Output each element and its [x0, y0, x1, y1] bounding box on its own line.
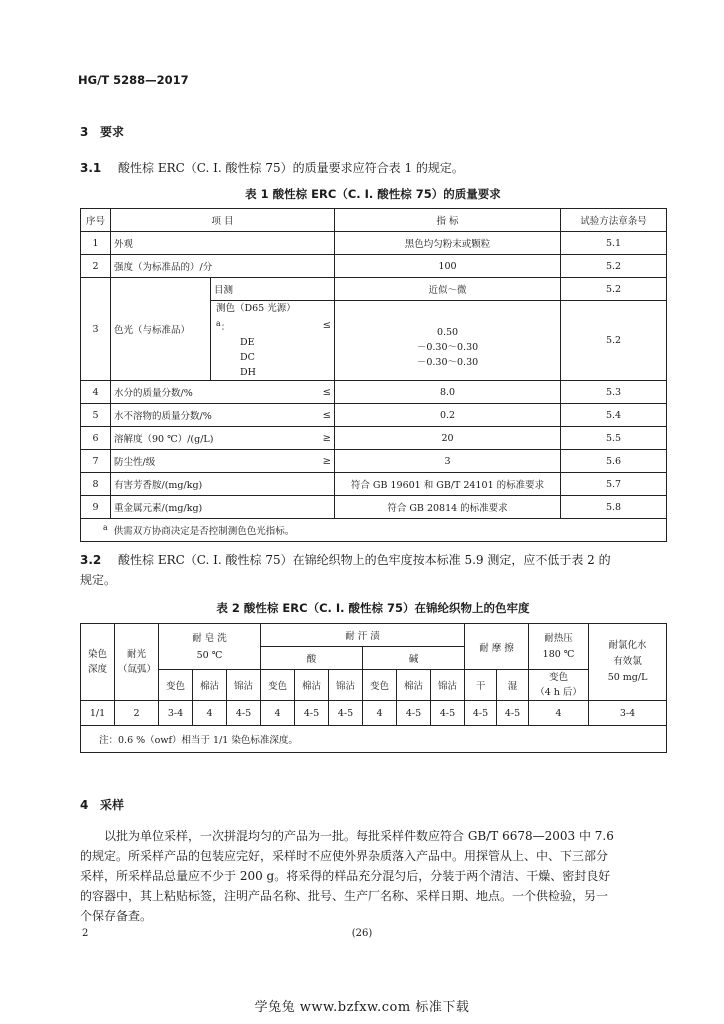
row-item: 外观	[111, 232, 335, 255]
header-text: 深度	[87, 664, 107, 675]
row-value: 3	[335, 450, 561, 473]
shade-dh-value: －0.30～0.30	[416, 356, 479, 368]
section-4-heading	[80, 796, 124, 813]
paragraph-line: 的容器中，其上粘贴标签，注明产品名称、批号、生产厂名称、采样日期、地点。一个供检验，另一	[80, 889, 609, 903]
shade-measured-method: 5.2	[561, 301, 667, 381]
paragraph-line: 采样，所采样品总量应不少于 200 g。将采得的样品充分混匀后，分装于两个清洁、干燥、密封良好	[80, 869, 611, 883]
table-2-header-soap	[159, 624, 261, 670]
cell-value: 3-4	[589, 701, 667, 726]
cell-value: 4-5	[295, 701, 329, 726]
ge-symbol: ≥	[311, 427, 335, 450]
cell-value: 4-5	[227, 701, 261, 726]
row-value: 符合 GB 19601 和 GB/T 24101 的标准要求	[335, 473, 561, 496]
row-item: 水分的质量分数/%	[111, 381, 311, 404]
row-method: 5.2	[561, 255, 667, 278]
row-method: 5.8	[561, 496, 667, 519]
row-item: 防尘性/级	[111, 450, 311, 473]
table-row	[81, 232, 667, 255]
header-text: 有效氯	[613, 656, 642, 667]
section-3-number: 3	[80, 125, 89, 139]
cell-value: 4	[363, 701, 397, 726]
sub-header: 湿	[497, 670, 529, 701]
table-row-shade-visual	[81, 278, 667, 301]
footnote-text: 供需双方协商决定是否控制测色色光指标。	[113, 526, 295, 538]
row-method: 5.1	[561, 232, 667, 255]
table-row	[81, 473, 667, 496]
le-symbol: ≤	[322, 320, 332, 331]
header-text: 染色	[87, 649, 107, 660]
table-1-footnote	[81, 519, 667, 542]
clause-3-2-line2: 规定。	[80, 573, 117, 587]
standard-code: HG/T 5288—2017	[78, 73, 189, 87]
row-item: 重金属元素/(mg/kg)	[111, 496, 335, 519]
row-item: 色光（与标准品）	[111, 278, 211, 381]
shade-dc: DC	[240, 352, 255, 364]
row-no: 1	[81, 232, 111, 255]
cell-value: 4-5	[431, 701, 465, 726]
shade-measured-items: 测色（D65 光源）$^a$： DE DC DH	[211, 301, 311, 381]
sub-header: 变色	[261, 670, 295, 701]
clause-3-2-line1: 酸性棕 ERC（C. I. 酸性棕 75）在锦纶织物上的色牢度按本标准 5.9 测定，应不低于表 2 的	[118, 553, 611, 567]
clause-3-1-number: 3.1	[80, 161, 102, 175]
cell-value: 4-5	[497, 701, 529, 726]
row-no: 3	[81, 278, 111, 381]
section-4-body	[80, 826, 670, 926]
row-no: 6	[81, 427, 111, 450]
sub-header: 棉沾	[193, 670, 227, 701]
table-2-header-sweat: 耐 汗 渍	[261, 624, 465, 647]
table-2-caption: 表 2 酸性棕 ERC（C. I. 酸性棕 75）在锦纶织物上的色牢度	[216, 601, 530, 615]
row-item: 水不溶物的质量分数/%	[111, 404, 311, 427]
page-number: 2	[82, 928, 89, 939]
section-3-title: 要求	[100, 125, 125, 139]
table-2-header-acid: 酸	[261, 647, 363, 670]
table-2-note-row	[81, 726, 667, 753]
sub-header: 干	[465, 670, 497, 701]
table-2-header-depth	[81, 624, 115, 701]
sub-header: 锦沾	[431, 670, 465, 701]
row-no: 4	[81, 381, 111, 404]
table-row	[81, 701, 667, 726]
row-no: 8	[81, 473, 111, 496]
footnote-mark: a	[103, 523, 108, 533]
le-symbol: ≤	[311, 381, 335, 404]
row-value: 符合 GB 20814 的标准要求	[335, 496, 561, 519]
header-text: 耐 皂 洗	[192, 632, 227, 644]
row-item: 有害芳香胺/(mg/kg)	[111, 473, 335, 496]
row-no: 5	[81, 404, 111, 427]
row-item: 溶解度（90 ℃）/(g/L)	[111, 427, 311, 450]
clause-3-2	[80, 550, 670, 590]
header-text: 耐热压	[544, 632, 573, 644]
cell-value: 2	[115, 701, 159, 726]
row-value: 8.0	[335, 381, 561, 404]
row-value: 黑色均匀粉末或颗粒	[335, 232, 561, 255]
ge-symbol: ≥	[311, 450, 335, 473]
clause-3-1-text: 酸性棕 ERC（C. I. 酸性棕 75）的质量要求应符合表 1 的规定。	[118, 161, 464, 175]
section-4-number: 4	[80, 798, 89, 812]
table-2-header-row-1	[81, 624, 667, 647]
header-text: 50 mg/L	[607, 672, 648, 683]
table-1-footnote-row	[81, 519, 667, 542]
shade-dc-value: －0.30～0.30	[416, 341, 479, 353]
sub-header: 锦沾	[329, 670, 363, 701]
sub-header: 棉沾	[397, 670, 431, 701]
row-item: 强度（为标准品的）/分	[111, 255, 335, 278]
row-method: 5.3	[561, 381, 667, 404]
row-method: 5.7	[561, 473, 667, 496]
row-method: 5.6	[561, 450, 667, 473]
shade-measured-values	[335, 301, 561, 381]
table-row	[81, 427, 667, 450]
header-text: 变色	[549, 672, 569, 683]
section-3-heading	[80, 123, 124, 140]
footnote-mark: a	[216, 319, 221, 328]
header-text: 180 ℃	[542, 648, 575, 660]
shade-measured-label: 测色（D65 光源）	[216, 303, 296, 314]
watermark: 学兔兔 www.bzfxw.com 标准下载	[254, 1000, 470, 1015]
sub-header: 变色	[159, 670, 193, 701]
table-2-header-press	[529, 624, 589, 670]
table-row	[81, 404, 667, 427]
clause-3-1	[80, 158, 670, 178]
le-symbol: ≤	[311, 404, 335, 427]
table-row	[81, 450, 667, 473]
cell-value: 1/1	[81, 701, 115, 726]
row-no: 9	[81, 496, 111, 519]
table-1-header-no: 序号	[81, 209, 111, 232]
table-2-header-rub: 耐 摩 擦	[465, 624, 529, 670]
shade-dh: DH	[240, 367, 256, 379]
table-1-header-item: 项 目	[111, 209, 335, 232]
table-row	[81, 255, 667, 278]
cell-value: 4	[529, 701, 589, 726]
row-no: 7	[81, 450, 111, 473]
table-1	[80, 208, 667, 542]
cell-value: 4-5	[329, 701, 363, 726]
table-1-caption: 表 1 酸性棕 ERC（C. I. 酸性棕 75）的质量要求	[245, 187, 501, 201]
table-1-header-row	[81, 209, 667, 232]
page-number-center: (26)	[351, 928, 373, 939]
clause-3-2-number: 3.2	[80, 553, 102, 567]
header-text: 50 ℃	[196, 649, 223, 661]
shade-visual-value: 近似～微	[335, 278, 561, 301]
table-row	[81, 381, 667, 404]
cell-value: 4-5	[397, 701, 431, 726]
table-row	[81, 496, 667, 519]
sub-header: 棉沾	[295, 670, 329, 701]
row-method: 5.4	[561, 404, 667, 427]
sub-header-press	[529, 670, 589, 701]
paragraph-line: 以批为单位采样，一次拼混均匀的产品为一批。每批采样件数应符合 GB/T 6678—2003 中 7.6	[104, 829, 614, 843]
table-2-header-chlorine	[589, 624, 667, 701]
row-no: 2	[81, 255, 111, 278]
table-1-header-method: 试验方法章条号	[561, 209, 667, 232]
shade-de: DE	[240, 337, 255, 349]
paragraph-line: 个保存备查。	[80, 909, 153, 923]
cell-value: 3-4	[159, 701, 193, 726]
header-text: （4 h 后）	[535, 687, 582, 698]
cell-value: 4	[193, 701, 227, 726]
cell-value: 4	[261, 701, 295, 726]
row-value: 20	[335, 427, 561, 450]
table-2-header-alkali: 碱	[363, 647, 465, 670]
row-value: 0.2	[335, 404, 561, 427]
header-text: （氙弧）	[118, 664, 157, 675]
table-2-note: 注：0.6 %（owf）相当于 1/1 染色标准深度。	[81, 726, 667, 753]
row-value: 100	[335, 255, 561, 278]
table-2	[80, 623, 667, 753]
sub-header: 变色	[363, 670, 397, 701]
table-2-header-light	[115, 624, 159, 701]
cell-value: 4-5	[465, 701, 497, 726]
shade-visual-label: 目测	[211, 278, 335, 301]
table-1-header-value: 指 标	[335, 209, 561, 232]
shade-visual-method: 5.2	[561, 278, 667, 301]
section-4-title: 采样	[100, 798, 125, 812]
shade-measured-sym-cell	[311, 301, 335, 381]
sub-header: 锦沾	[227, 670, 261, 701]
header-text: 耐光	[126, 649, 146, 660]
row-method: 5.5	[561, 427, 667, 450]
shade-de-value: 0.50	[436, 326, 459, 338]
paragraph-line: 的规定。所采样产品的包装应完好，采样时不应使外界杂质落入产品中。用探管从上、中、下三部分	[80, 849, 609, 863]
table-2-header-row-3	[81, 670, 667, 701]
header-text: 耐氯化水	[608, 640, 647, 651]
